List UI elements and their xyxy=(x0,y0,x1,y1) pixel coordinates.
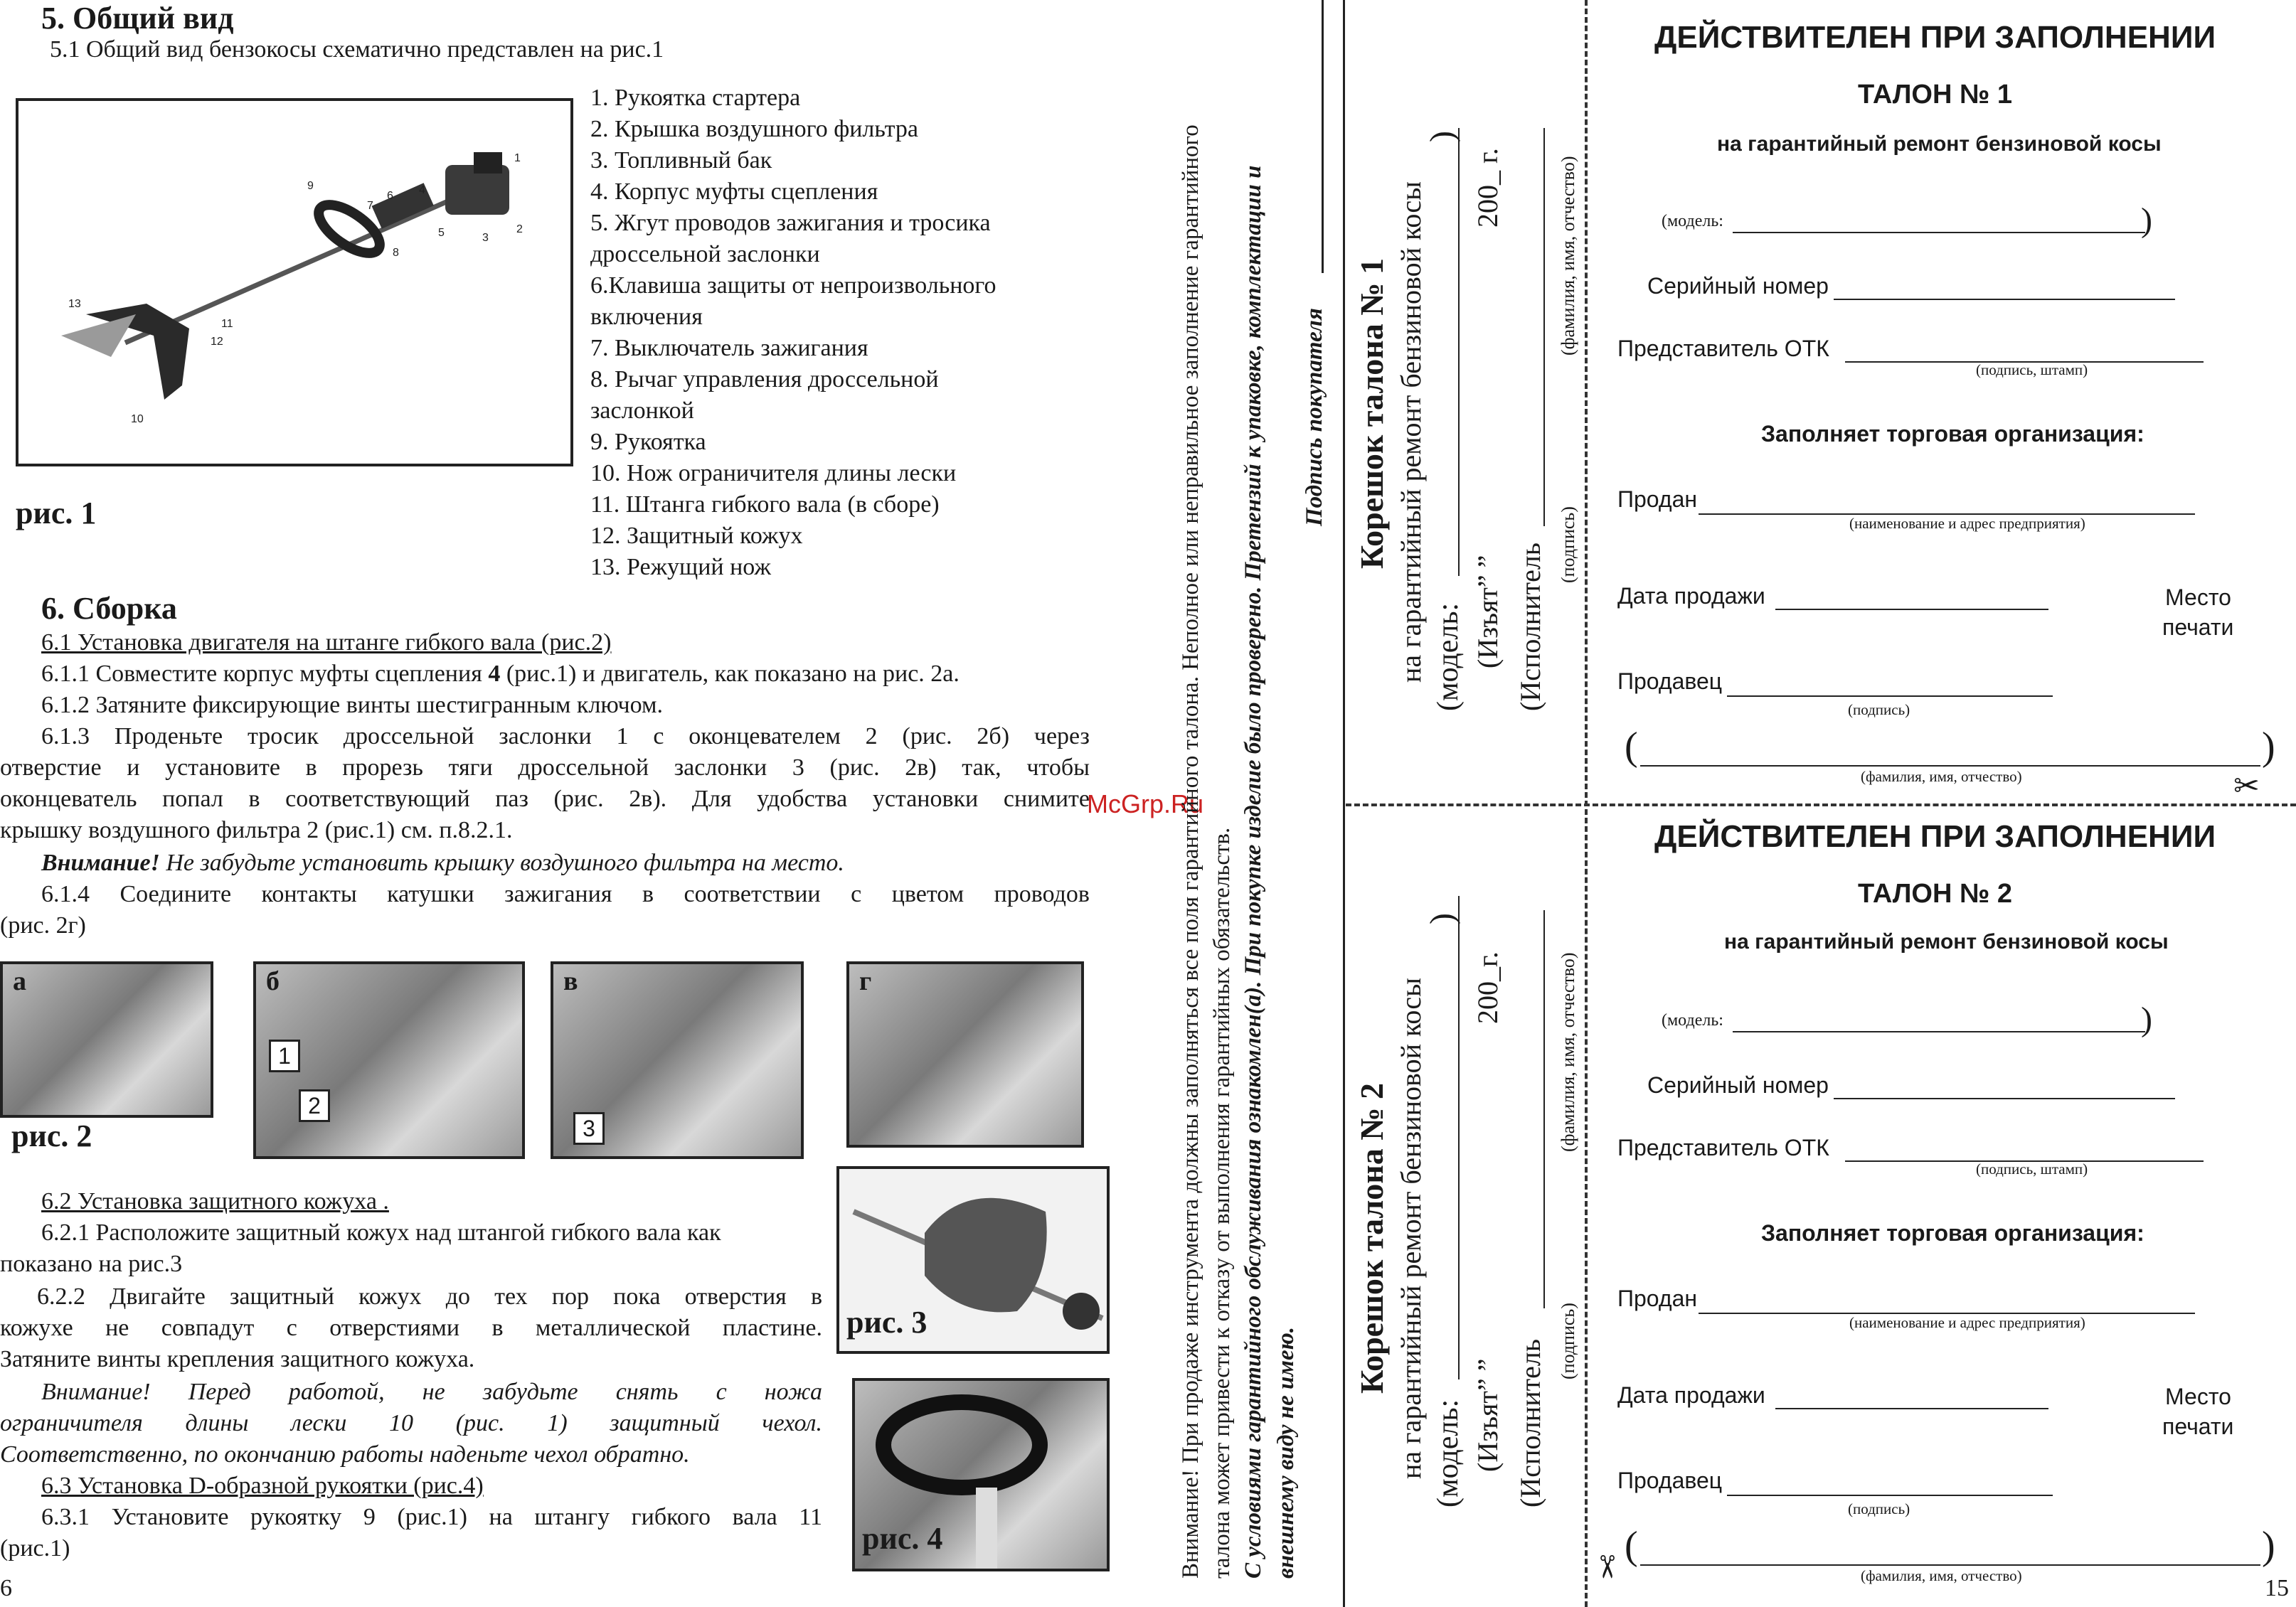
coupon2-sold-label: Продан xyxy=(1617,1286,1698,1311)
callout-11: 11 xyxy=(221,318,233,330)
stub1-subtitle: на гарантийный ремонт бензиновой косы xyxy=(1395,181,1427,683)
fig2v-label: в xyxy=(563,966,578,996)
stub1-model: (модель: xyxy=(1432,602,1465,711)
figure-1 xyxy=(16,98,573,466)
coupon1-date-field[interactable] xyxy=(1775,587,2048,610)
fold-line xyxy=(1343,0,1345,1607)
left-page-number: 6 xyxy=(0,1575,12,1601)
part-item: 9. Рукоятка xyxy=(590,429,706,455)
part-item: 3. Топливный бак xyxy=(590,147,772,173)
part-item: 7. Выключатель зажигания xyxy=(590,335,868,361)
fig3-caption: рис. 3 xyxy=(846,1305,928,1340)
coupon1-model-label: (модель: xyxy=(1662,212,1723,230)
s6-1-3-line1: 6.1.3 Проденьте тросик дроссельной заслонки 1 с оконцевателем 2 (рис. 2б) через xyxy=(41,723,1090,749)
callout-13: 13 xyxy=(68,298,81,310)
coupon2-stamp-label-1: Место xyxy=(2165,1384,2231,1409)
callout-12: 12 xyxy=(211,336,223,348)
watermark: McGrp.Ru xyxy=(1087,789,1204,818)
stub2-subtitle: на гарантийный ремонт бензиновой косы xyxy=(1395,977,1427,1479)
coupon1-seller-hint: (подпись) xyxy=(1848,701,1910,718)
part-item: 5. Жгут проводов зажигания и тросика xyxy=(590,210,991,236)
s6-2-1-line2: показано на рис.3 xyxy=(0,1251,183,1277)
stub1-model-line xyxy=(1458,128,1460,576)
fig2v-number-3: 3 xyxy=(573,1112,605,1145)
stub1-title: Корешок талона № 1 xyxy=(1354,258,1390,569)
stub2-fio-hint: (фамилия, имя, отчество) xyxy=(1558,952,1578,1152)
coupon2-title: ТАЛОН № 2 xyxy=(1858,879,2012,909)
callout-9: 9 xyxy=(307,180,314,192)
coupon1-sold-label: Продан xyxy=(1617,486,1698,512)
coupon2-subtitle: на гарантийный ремонт бензиновой косы xyxy=(1724,930,2169,954)
part-item: включения xyxy=(590,304,703,330)
callout-4: 4 xyxy=(419,184,425,196)
fig4-caption: рис. 4 xyxy=(862,1521,943,1556)
callout-3: 3 xyxy=(482,232,489,244)
s6-3-1-line2: (рис.1) xyxy=(0,1535,70,1561)
callout-7: 7 xyxy=(367,200,373,212)
notice-line3: С условиями гарантийного обслуживания ознакомлен(а). При покупке изделие было проверено. Претензий к упаковке, комплектации и xyxy=(1240,165,1266,1579)
fig1-caption: рис. 1 xyxy=(16,496,97,530)
coupon1-stamp-label-2: печати xyxy=(2162,614,2234,640)
fig3-photo xyxy=(836,1166,1110,1354)
coupon1-serial-field[interactable] xyxy=(1834,277,2175,300)
s6-1-3-line4: крышку воздушного фильтра 2 (рис.1) см. п.8.2.1. xyxy=(0,817,513,843)
section6-title: 6. Сборка xyxy=(41,591,177,626)
fig2b-number-2: 2 xyxy=(299,1089,330,1122)
stub2-model-close: ) xyxy=(1423,913,1461,924)
fig2g-photo xyxy=(846,961,1084,1148)
stub2-executor-line xyxy=(1543,910,1545,1308)
notice-line2: талона может привести к отказу от выполнения гарантийных обязательств. xyxy=(1209,827,1235,1579)
coupon1-fio-close: ) xyxy=(2262,725,2275,769)
coupon2-model-close: ) xyxy=(2141,1000,2152,1038)
fig2b-label: б xyxy=(266,966,280,996)
coupon2-seller-field[interactable] xyxy=(1727,1473,2053,1496)
coupon1-fio-hint: (фамилия, имя, отчество) xyxy=(1861,768,2022,785)
coupon1-fio-open: ( xyxy=(1625,725,1638,769)
s6-2-2-line2: кожухе не совпадут с отверстиями в металлической пластине. xyxy=(0,1315,822,1341)
coupon2-sold-hint: (наименование и адрес предприятия) xyxy=(1849,1314,2085,1331)
coupon1-fio-field[interactable] xyxy=(1640,737,2260,767)
attention-2-line3: Соответственно, по окончанию работы наденьте чехол обратно. xyxy=(0,1441,690,1468)
notice-line1: Внимание! При продаже инструмента должны заполняться все поля гарантийного талона. Неполное или неправильное заполнение гарантийного xyxy=(1178,124,1203,1579)
part-item: 10. Нож ограничителя длины лески xyxy=(590,460,957,486)
coupon2-serial-label: Серийный номер xyxy=(1647,1072,1829,1098)
attention-2-line1: Внимание! Перед работой, не забудьте снять с ножа xyxy=(41,1379,822,1405)
coupon2-fio-field[interactable] xyxy=(1640,1536,2260,1566)
coupon1-model-close: ) xyxy=(2141,201,2152,239)
stub2-seized: (Изъят” ” xyxy=(1472,1358,1504,1472)
s6-2-1-line1: 6.2.1 Расположите защитный кожух над штангой гибкого вала как xyxy=(41,1219,721,1246)
coupon1-otk-field[interactable] xyxy=(1845,340,2204,363)
stub1-seized: (Изъят” ” xyxy=(1472,555,1504,668)
callout-10: 10 xyxy=(131,413,144,425)
coupon2-trade-label: Заполняет торговая организация: xyxy=(1761,1220,2144,1246)
part-item: 6.Клавиша защиты от непроизвольного xyxy=(590,272,996,299)
coupon1-seller-field[interactable] xyxy=(1727,674,2053,697)
coupon2-fio-close: ) xyxy=(2262,1524,2275,1568)
stub1-sign-hint: (подпись) xyxy=(1558,506,1578,583)
callout-5: 5 xyxy=(438,227,445,239)
coupon2-seller-hint: (подпись) xyxy=(1848,1500,1910,1517)
s6-3-1-line1: 6.3.1 Установите рукоятку 9 (рис.1) на штангу гибкого вала 11 xyxy=(41,1504,822,1530)
s6-2-heading: 6.2 Установка защитного кожуха . xyxy=(41,1188,389,1214)
coupon2-serial-field[interactable] xyxy=(1834,1077,2175,1099)
part-item: 13. Режущий нож xyxy=(590,554,771,580)
coupon1-header: ДЕЙСТВИТЕЛЕН ПРИ ЗАПОЛНЕНИИ xyxy=(1654,20,2216,55)
coupon1-stamp-label-1: Место xyxy=(2165,584,2231,610)
coupon1-seller-label: Продавец xyxy=(1617,668,1723,694)
stub1-executor: (Исполнитель xyxy=(1514,542,1546,711)
stub1-year: 200_ г. xyxy=(1472,148,1504,228)
stub2-title: Корешок талона № 2 xyxy=(1354,1083,1390,1394)
s6-2-2-line1: 6.2.2 Двигайте защитный кожух до тех пор пока отверстия в xyxy=(37,1283,822,1310)
stub2-model: (модель: xyxy=(1432,1399,1465,1507)
fig2-caption: рис. 2 xyxy=(11,1119,92,1153)
fig2b-photo xyxy=(253,961,525,1159)
coupon2-date-field[interactable] xyxy=(1775,1387,2048,1409)
callout-8: 8 xyxy=(393,247,399,259)
part-item: 11. Штанга гибкого вала (в сборе) xyxy=(590,491,940,518)
coupon2-otk-field[interactable] xyxy=(1845,1139,2204,1162)
stub2-model-line xyxy=(1458,896,1460,1379)
s6-1-2: 6.1.2 Затяните фиксирующие винты шестигранным ключом. xyxy=(41,692,663,718)
part-item: 1. Рукоятка стартера xyxy=(590,85,801,111)
coupon1-serial-label: Серийный номер xyxy=(1647,273,1829,299)
parts-list xyxy=(590,82,996,583)
coupon1-date-label: Дата продажи xyxy=(1617,583,1765,609)
coupon2-stamp-label-2: печати xyxy=(2162,1414,2234,1439)
coupon2-sold-field[interactable] xyxy=(1699,1291,2195,1314)
stub2-year: 200_г. xyxy=(1472,951,1504,1024)
fig2a-label: а xyxy=(13,966,26,996)
s6-1-4-line1: 6.1.4 Соедините контакты катушки зажигания в соответствии с цветом проводов xyxy=(41,881,1090,907)
part-item: 12. Защитный кожух xyxy=(590,523,803,549)
fig2v-photo xyxy=(551,961,804,1159)
coupon1-subtitle: на гарантийный ремонт бензиновой косы xyxy=(1717,132,2162,156)
part-item: 2. Крышка воздушного фильтра xyxy=(590,116,918,142)
s6-1-3-line3: оконцеватель попал в соответствующий паз (рис. 2в). Для удобства установки снимите xyxy=(0,786,1090,812)
scissors-icon: ✂ xyxy=(2233,769,2260,804)
attention-1: Внимание! Не забудьте установить крышку воздушного фильтра на место. xyxy=(41,850,844,876)
coupon1-otk-hint: (подпись, штамп) xyxy=(1976,361,2088,378)
stub2-sign-hint: (подпись) xyxy=(1558,1303,1578,1379)
stub2-executor: (Исполнитель xyxy=(1514,1338,1546,1507)
coupon1-title: ТАЛОН № 1 xyxy=(1858,80,2012,110)
brushcutter-illustration xyxy=(18,101,570,464)
s6-1-4-line2: (рис. 2г) xyxy=(0,912,86,939)
part-item: дроссельной заслонки xyxy=(590,241,820,267)
coupon1-sold-hint: (наименование и адрес предприятия) xyxy=(1849,515,2085,532)
coupon2-fio-open: ( xyxy=(1625,1524,1638,1568)
coupon2-seller-label: Продавец xyxy=(1617,1468,1723,1493)
s6-3-heading: 6.3 Установка D-образной рукоятки (рис.4) xyxy=(41,1473,484,1499)
part-item: 8. Рычаг управления дроссельной xyxy=(590,366,939,393)
s6-1-heading: 6.1 Установка двигателя на штанге гибкого вала (рис.2) xyxy=(41,629,612,656)
coupon1-model-field[interactable] xyxy=(1733,210,2145,233)
s6-2-2-line3: Затяните винты крепления защитного кожуха. xyxy=(0,1346,475,1372)
coupon1-sold-field[interactable] xyxy=(1699,492,2195,515)
scissors-icon: ✂ xyxy=(1588,1554,1624,1580)
right-page-number: 15 xyxy=(2265,1575,2289,1601)
buyer-signature-label: Подпись покупателя xyxy=(1302,308,1327,526)
stub1-executor-line xyxy=(1543,128,1545,526)
callout-6: 6 xyxy=(387,190,393,202)
fig2g-label: г xyxy=(859,966,872,996)
coupon2-fio-hint: (фамилия, имя, отчество) xyxy=(1861,1567,2022,1584)
coupon2-otk-label: Представитель ОТК xyxy=(1617,1135,1829,1160)
coupon1-otk-label: Представитель ОТК xyxy=(1617,336,1829,361)
coupon2-model-field[interactable] xyxy=(1733,1010,2145,1032)
callout-1: 1 xyxy=(514,152,521,164)
stub1-model-close: ) xyxy=(1423,131,1461,142)
part-item: заслонкой xyxy=(590,397,694,424)
s6-1-3-line2: отверстие и установите в прорезь тяги дроссельной заслонки 3 (рис. 2в) так, чтобы xyxy=(0,754,1090,781)
fig2a-photo xyxy=(0,961,213,1118)
coupon-cut-line xyxy=(1346,804,2296,806)
section5-title: 5. Общий вид xyxy=(41,1,234,36)
coupon2-header: ДЕЙСТВИТЕЛЕН ПРИ ЗАПОЛНЕНИИ xyxy=(1654,819,2216,854)
s6-1-1: 6.1.1 Совместите корпус муфты сцепления 4 (рис.1) и двигатель, как показано на рис. 2а. xyxy=(41,661,960,687)
section5-text: 5.1 Общий вид бензокосы схематично представлен на рис.1 xyxy=(50,36,664,63)
coupon1-trade-label: Заполняет торговая организация: xyxy=(1761,421,2144,447)
callout-2: 2 xyxy=(516,223,523,235)
coupon2-otk-hint: (подпись, штамп) xyxy=(1976,1160,2088,1178)
attention-2-line2: ограничителя длины лески 10 (рис. 1) защитный чехол. xyxy=(0,1410,822,1436)
buyer-signature-line xyxy=(1322,0,1324,273)
coupon2-date-label: Дата продажи xyxy=(1617,1382,1765,1408)
coupon2-model-label: (модель: xyxy=(1662,1011,1723,1030)
notice-line4: внешнему виду не имею. xyxy=(1273,1327,1299,1579)
fig2b-number-1: 1 xyxy=(269,1040,300,1072)
fig4-photo xyxy=(852,1378,1110,1571)
part-item: 4. Корпус муфты сцепления xyxy=(590,178,878,205)
stub1-fio-hint: (фамилия, имя, отчество) xyxy=(1558,156,1578,356)
